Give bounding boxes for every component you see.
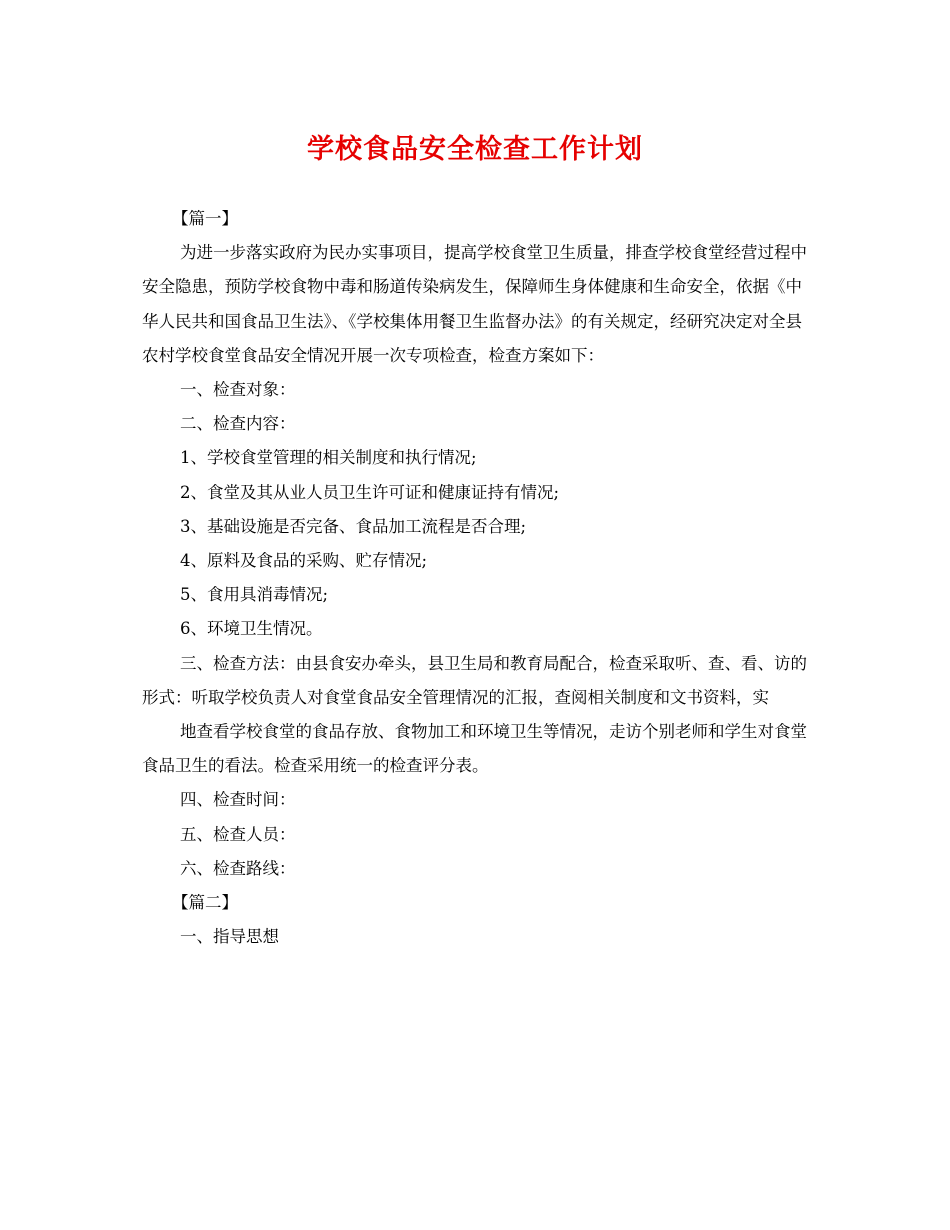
paragraph: 一、指导思想 — [180, 927, 279, 947]
paragraph: 5、食用具消毒情况; — [180, 585, 329, 605]
paragraph: 四、检查时间： — [180, 790, 296, 810]
document-title: 学校食品安全检查工作计划 — [307, 134, 643, 165]
paragraph: 为进一步落实政府为民办实事项目，提高学校食堂卫生质量，排查学校食堂经营过程中安全隐患，预防学校食物中毒和肠道传染病发生，保障师生身体健康和生命安全，依据《中华人民共和国食品卫生法》、《学校集体用餐卫生监督办法》的有关规定，经研究决定对全县农村学校食堂食品安全情况开展一次专项检查，检查方案如下： — [142, 243, 807, 365]
section-heading: 【篇一】 — [172, 209, 238, 228]
paragraph: 3、基础设施是否完备、食品加工流程是否合理; — [180, 516, 527, 536]
paragraph: 三、检查方法：由县食安办牵头，县卫生局和教育局配合，检查采取听、查、看、访的形式：听取学校负责人对食堂食品安全管理情况的汇报，查阅相关制度和文书资料，实 — [142, 653, 807, 707]
paragraph: 五、检查人员： — [180, 824, 296, 844]
paragraph: 六、检查路线： — [180, 858, 296, 878]
document-body — [142, 202, 807, 954]
paragraph: 1、学校食堂管理的相关制度和执行情况; — [180, 448, 477, 468]
paragraph: 2、食堂及其从业人员卫生许可证和健康证持有情况; — [180, 482, 560, 502]
paragraph: 地查看学校食堂的食品存放、食物加工和环境卫生等情况，走访个别老师和学生对食堂食品卫生的看法。检查采用统一的检查评分表。 — [142, 722, 807, 776]
paragraph: 6、环境卫生情况。 — [180, 619, 323, 639]
paragraph: 二、检查内容： — [180, 414, 296, 434]
paragraph: 4、原料及食品的采购、贮存情况; — [180, 551, 428, 571]
section-heading: 【篇二】 — [172, 893, 238, 913]
paragraph: 一、检查对象： — [180, 380, 296, 400]
